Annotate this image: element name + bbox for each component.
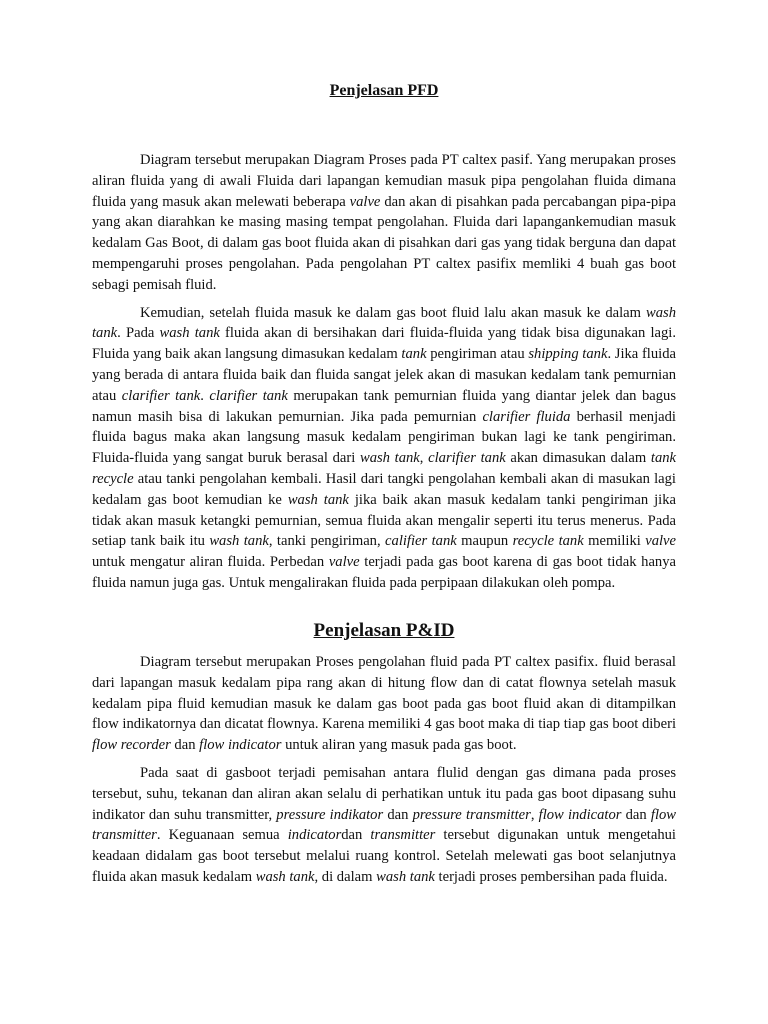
text-run: terjadi pada gas boot karena di gas boot tidak hanya fluida namun juga gas. Untuk mengalirakan fluida pada perpipaan dilakukan oleh pompa. [92, 554, 676, 591]
text-run: . Jika fluida yang berada di antara fluida baik dan fluida sangat jelek akan di masukan kedalam tank pemurnian atau [92, 346, 676, 404]
text-run: untuk aliran yang masuk pada gas boot. [281, 737, 517, 754]
text-run: jika baik akan masuk kedalam tanki pengiriman jika tidak akan masuk ketangki pemurnian, semua fluida akan mengalir seperti itu terus menerus. Pada setiap tank baik itu [92, 491, 676, 550]
italic-run: valve [328, 554, 360, 571]
text-run: dan [383, 806, 413, 823]
paragraph [92, 303, 676, 594]
text-run: atau tanki pengolahan kembali. Hasil dari tangki pengolahan kembali akan di masukan lagi kedalam gas boot kemudian ke [92, 470, 676, 508]
text-run: dan akan di pisahkan pada percabangan pipa-pipa yang akan diarahkan ke masing masing tempat pengolahan. Fluida dari lapangankemudian masuk kedalam Gas Boot, di dalam gas boot fluida akan di pisahkan dari gas yang tidak berguna dan dapat mempengaruhi proses pengolahan. Pada pengolahan PT caltex pasifix memliki 4 buah gas boot sebagi pemisah fluid. [92, 193, 676, 293]
paragraph [92, 150, 676, 296]
text-run: . Keguanaan semua [156, 827, 288, 844]
italic-run: recycle tank [512, 533, 584, 550]
text-run: Diagram tersebut merupakan Proses pengolahan fluid pada PT caltex pasifix. fluid berasal dari lapangan masuk kedalam pipa rang akan di hitung flow dan di catat flownya setelah masuk kedalam pipa fluid kemudian masuk ke dalam gas boot pada gas boot fluid akan di ditampilkan flow indikatornya dan dicatat flownya. Karena memiliki 4 gas boot maka di tiap tiap gas boot diberi [92, 654, 676, 733]
italic-run: wash tank [359, 450, 420, 467]
text-run: maupun [456, 533, 513, 550]
text-run: akan dimasukan dalam [505, 450, 651, 467]
text-run: dan [621, 806, 651, 823]
italic-run: clarifier tank [121, 387, 201, 404]
italic-run: shipping tank [528, 346, 608, 363]
text-run: , di dalam [314, 868, 377, 885]
text-run: , [419, 450, 429, 467]
italic-run: transmitter [370, 827, 436, 844]
italic-run: flow transmitter [92, 806, 677, 844]
section-pid [92, 652, 676, 895]
italic-run: tank [401, 346, 427, 363]
text-run: dan [341, 827, 371, 844]
text-run: memiliki [583, 533, 646, 550]
heading-pfd: Penjelasan PFD [329, 82, 439, 99]
text-run: , tanki pengiriman, [268, 533, 386, 550]
text-run: Kemudian, setelah fluida masuk ke dalam gas boot fluid lalu akan masuk ke dalam [140, 304, 646, 321]
italic-run: califier tank [385, 533, 457, 550]
text-run: , [530, 806, 539, 823]
text-run: untuk mengatur aliran fluida. Perbedan [92, 554, 329, 571]
italic-run: flow recorder [92, 737, 171, 754]
italic-run: wash tank [92, 304, 676, 342]
text-run: dan [170, 737, 200, 754]
paragraph [92, 763, 676, 888]
text-run: tersebut digunakan untuk mengetahui keadaan didalam gas boot tersebut melalui ruang kontrol. Setelah melewati gas boot selanjutnya fluida akan masuk kedalam [92, 827, 676, 885]
italic-run: indicator [287, 827, 342, 844]
text-run: Diagram tersebut merupakan Diagram Proses pada PT caltex pasif. Yang merupakan proses aliran fluida yang di awali Fluida dari lapangan kemudian masuk pipa pengolahan fluida dimana fluida yang masuk akan melewati beberapa [92, 152, 676, 210]
italic-run: clarifier tank [428, 450, 506, 467]
italic-run: clarifier tank [209, 387, 288, 404]
italic-run: valve [645, 533, 677, 550]
italic-run: wash tank [255, 868, 315, 885]
text-run: berhasil menjadi fluida bagus maka akan langsung masuk kedalam pengiriman bukan lagi ke tank pengiriman. Fluida-fluida yang sangat buruk berasal dari [92, 408, 676, 467]
text-run: merupakan tank pemurnian fluida yang diantar jelek dan bagus namun masih bisa di lakukan pemurnian. Jika pada pemurnian [92, 387, 677, 425]
heading-pid: Penjelasan P&ID [313, 620, 455, 641]
italic-run: valve [349, 193, 381, 210]
text-run: fluida akan di bersihakan dari fluida-fluida yang tidak bisa digunakan lagi. Fluida yang baik akan langsung dimasukan kedalam [92, 325, 677, 363]
italic-run: wash tank [287, 491, 349, 508]
italic-run: wash tank [209, 533, 269, 550]
text-run: pengiriman atau [426, 346, 529, 363]
italic-run: flow indicator [538, 806, 622, 823]
italic-run: pressure transmitter [412, 806, 531, 823]
text-run: . [200, 387, 210, 404]
text-run: Pada saat di gasboot terjadi pemisahan antara flulid dengan gas dimana pada proses tersebut, suhu, tekanan dan aliran akan selalu di perhatikan untuk itu pada gas boot dipasang suhu indikator dan suhu transmitter, [92, 764, 676, 823]
italic-run: wash tank [376, 868, 435, 885]
italic-run: clarifier fluida [482, 408, 571, 425]
text-run: . Pada [117, 325, 160, 342]
section-pfd [92, 150, 676, 601]
paragraph [92, 652, 676, 756]
italic-run: flow indicator [199, 737, 282, 754]
italic-run: wash tank [159, 325, 220, 342]
italic-run: tank recycle [92, 450, 677, 487]
italic-run: pressure indikator [276, 806, 384, 823]
text-run: terjadi proses pembersihan pada fluida. [434, 868, 668, 885]
